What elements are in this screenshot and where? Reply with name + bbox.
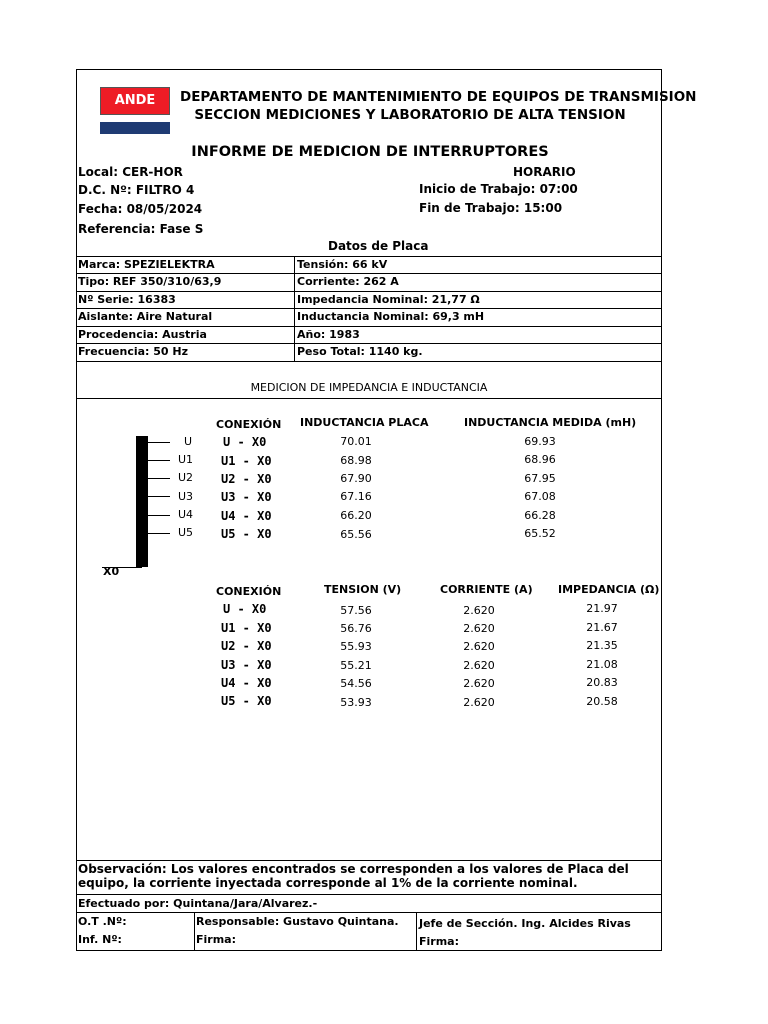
imp-tension-5: 54.56 <box>340 677 372 690</box>
ind-placa-1: 70.01 <box>340 435 372 448</box>
ind-medida-1: 69.93 <box>524 435 556 448</box>
imp-conexion-4: U3 - X0 <box>221 658 272 672</box>
imp-corriente-1: 2.620 <box>463 604 495 617</box>
ind-placa-4: 67.16 <box>340 490 372 503</box>
placa-procedencia: Procedencia: Austria <box>78 328 207 341</box>
firma-jefe: Firma: <box>419 935 459 948</box>
efectuado-por: Efectuado por: Quintana/Jara/Alvarez.- <box>78 897 318 910</box>
placa-marca: Marca: SPEZIELEKTRA <box>78 258 215 271</box>
info-referencia: Referencia: Fase S <box>78 222 204 236</box>
placa-peso: Peso Total: 1140 kg. <box>297 345 423 358</box>
ind-medida-3: 67.95 <box>524 472 556 485</box>
tap-label-u1: U1 <box>178 453 194 466</box>
placa-inductancia: Inductancia Nominal: 69,3 mH <box>297 310 485 323</box>
ind-placa-6: 65.56 <box>340 528 372 541</box>
placa-frecuencia: Frecuencia: 50 Hz <box>78 345 189 358</box>
ind-header-conexion: CONEXIÓN <box>216 418 282 431</box>
imp-conexion-5: U4 - X0 <box>221 676 272 690</box>
imp-corriente-3: 2.620 <box>463 640 495 653</box>
imp-conexion-6: U5 - X0 <box>221 694 272 708</box>
imp-corriente-5: 2.620 <box>463 677 495 690</box>
ind-placa-2: 68.98 <box>340 454 372 467</box>
imp-impedancia-3: 21.35 <box>586 639 618 652</box>
imp-tension-3: 55.93 <box>340 640 372 653</box>
imp-header-corriente: CORRIENTE (A) <box>440 583 533 596</box>
imp-conexion-1: U - X0 <box>223 602 267 616</box>
placa-tension: Tensión: 66 kV <box>297 258 388 271</box>
ind-placa-3: 67.90 <box>340 472 372 485</box>
ind-header-placa: INDUCTANCIA PLACA <box>300 416 429 429</box>
section-title: MEDICION DE IMPEDANCIA E INDUCTANCIA <box>250 381 488 394</box>
imp-impedancia-5: 20.83 <box>586 676 618 689</box>
jefe-seccion-label: Jefe de Sección. Ing. Alcides Rivas <box>419 917 631 930</box>
ind-conexion-6: U5 - X0 <box>221 527 272 541</box>
imp-header-impedancia: IMPEDANCIA (Ω) <box>558 583 660 596</box>
placa-title: Datos de Placa <box>328 239 429 253</box>
horario-label: HORARIO <box>513 165 576 179</box>
header-department: DEPARTAMENTO DE MANTENIMIENTO DE EQUIPOS DE TRANSMISION <box>180 89 697 105</box>
imp-impedancia-4: 21.08 <box>586 658 618 671</box>
ind-conexion-4: U3 - X0 <box>221 490 272 504</box>
info-fin: Fin de Trabajo: 15:00 <box>419 201 563 215</box>
ot-label: O.T .Nº: <box>78 915 127 928</box>
info-inicio: Inicio de Trabajo: 07:00 <box>419 182 578 196</box>
imp-conexion-2: U1 - X0 <box>221 621 272 635</box>
info-dc: D.C. Nº: FILTRO 4 <box>78 183 195 197</box>
tap-label-u4: U4 <box>178 508 194 521</box>
imp-corriente-2: 2.620 <box>463 622 495 635</box>
ground-label-x0: X0 <box>103 565 120 578</box>
imp-impedancia-2: 21.67 <box>586 621 618 634</box>
ind-placa-5: 66.20 <box>340 509 372 522</box>
report-title: INFORME DE MEDICION DE INTERRUPTORES <box>191 144 549 160</box>
placa-aislante: Aislante: Aire Natural <box>78 310 213 323</box>
responsable-label: Responsable: Gustavo Quintana. <box>196 915 399 928</box>
imp-header-conexion: CONEXIÓN <box>216 585 282 598</box>
imp-corriente-6: 2.620 <box>463 696 495 709</box>
imp-header-tension: TENSION (V) <box>324 583 402 596</box>
tap-label-u5: U5 <box>178 526 194 539</box>
placa-corriente: Corriente: 262 A <box>297 275 399 288</box>
ind-conexion-1: U - X0 <box>223 435 267 449</box>
ind-conexion-3: U2 - X0 <box>221 472 272 486</box>
ind-medida-6: 65.52 <box>524 527 556 540</box>
ind-medida-4: 67.08 <box>524 490 556 503</box>
ind-conexion-5: U4 - X0 <box>221 509 272 523</box>
placa-ano: Año: 1983 <box>297 328 360 341</box>
inf-label: Inf. Nº: <box>78 933 122 946</box>
imp-tension-6: 53.93 <box>340 696 372 709</box>
tap-label-u3: U3 <box>178 490 194 503</box>
header-section: SECCION MEDICIONES Y LABORATORIO DE ALTA TENSION <box>194 107 626 123</box>
imp-corriente-4: 2.620 <box>463 659 495 672</box>
imp-tension-1: 57.56 <box>340 604 372 617</box>
imp-impedancia-6: 20.58 <box>586 695 618 708</box>
imp-impedancia-1: 21.97 <box>586 602 618 615</box>
placa-tipo: Tipo: REF 350/310/63,9 <box>78 275 222 288</box>
ande-logo: ANDE <box>100 87 170 115</box>
tap-label-u2: U2 <box>178 471 194 484</box>
ind-medida-5: 66.28 <box>524 509 556 522</box>
imp-tension-4: 55.21 <box>340 659 372 672</box>
tap-label-u: U <box>184 435 193 448</box>
placa-impedancia: Impedancia Nominal: 21,77 Ω <box>297 293 480 306</box>
placa-serie: Nº Serie: 16383 <box>78 293 176 306</box>
logo-blue-bar <box>100 122 170 134</box>
observacion-text: Observación: Los valores encontrados se corresponden a los valores de Placa del equipo, la corriente inyectada corresponde al 1% de la corriente nominal. <box>78 862 629 890</box>
ind-header-medida: INDUCTANCIA MEDIDA (mH) <box>464 416 637 429</box>
firma-responsable: Firma: <box>196 933 236 946</box>
info-local: Local: CER-HOR <box>78 165 183 179</box>
coil-bar <box>136 436 148 567</box>
imp-tension-2: 56.76 <box>340 622 372 635</box>
info-fecha: Fecha: 08/05/2024 <box>78 202 203 216</box>
ind-medida-2: 68.96 <box>524 453 556 466</box>
ind-conexion-2: U1 - X0 <box>221 454 272 468</box>
imp-conexion-3: U2 - X0 <box>221 639 272 653</box>
